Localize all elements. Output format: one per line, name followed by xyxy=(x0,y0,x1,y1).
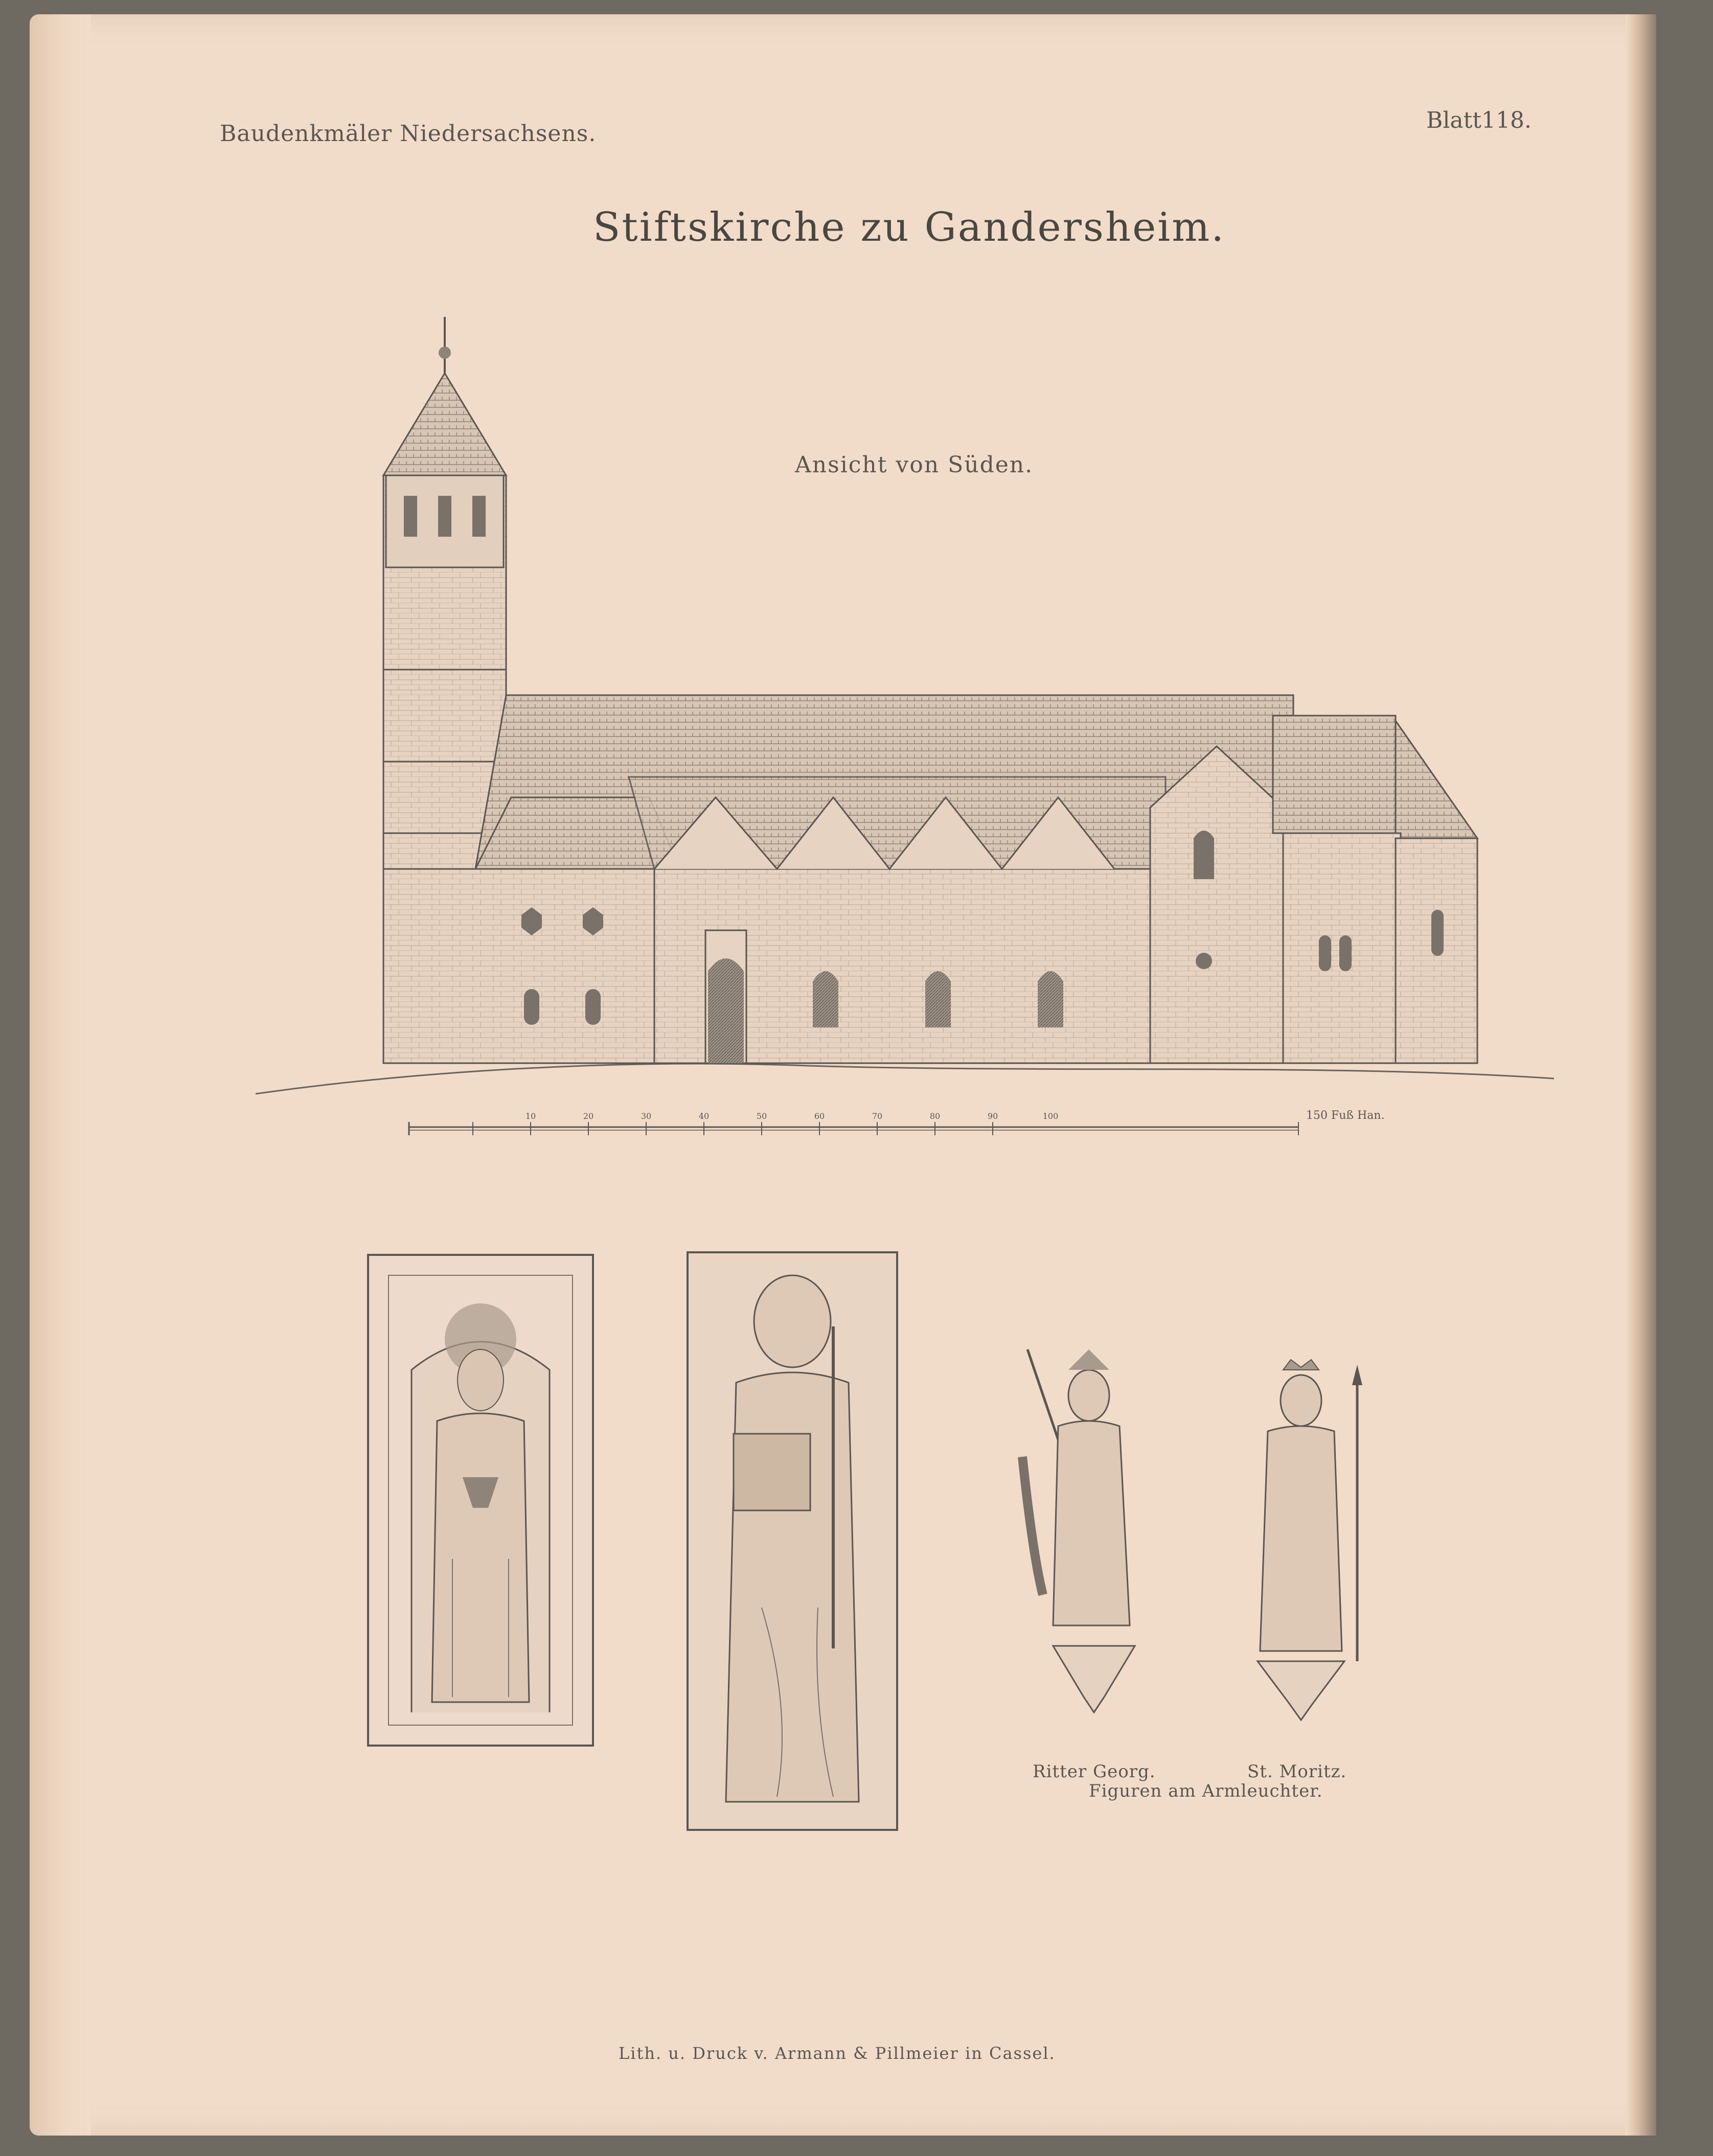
scale-tick-label: 40 xyxy=(698,1112,710,1121)
figure-ritter-georg xyxy=(1012,1339,1166,1717)
page-edge-shadow xyxy=(1626,14,1656,2136)
scale-tick-label: 60 xyxy=(814,1112,825,1121)
printer-credit: Lith. u. Druck v. Armann & Pillmeier in Cassel. xyxy=(619,2044,1056,2063)
scale-tick-label: 10 xyxy=(525,1112,536,1121)
caption-figures-group: Figuren am Armleuchter. xyxy=(1089,1781,1323,1801)
tomb-slab-priest xyxy=(366,1252,596,1748)
book-spine-shadow xyxy=(30,14,91,2136)
scale-tick-label: 90 xyxy=(987,1112,998,1121)
scale-bar xyxy=(404,1112,1304,1148)
elevation-label: Ansicht von Süden. xyxy=(795,452,1034,478)
scale-tick-label: 50 xyxy=(756,1112,767,1121)
scale-end-label: 150 Fuß Han. xyxy=(1306,1109,1385,1122)
church-south-elevation xyxy=(245,296,1574,1114)
scale-tick-label: 70 xyxy=(872,1112,883,1121)
plate-number: Blatt118. xyxy=(1426,107,1532,133)
scale-tick-label: 20 xyxy=(583,1112,594,1121)
figure-st-moritz xyxy=(1227,1355,1375,1723)
scale-tick-label: 30 xyxy=(641,1112,652,1121)
caption-ritter-georg: Ritter Georg. xyxy=(1033,1761,1156,1782)
scale-tick-label: 100 xyxy=(1042,1112,1059,1121)
plate-title: Stiftskirche zu Gandersheim. xyxy=(593,204,1226,250)
tomb-slab-founder xyxy=(685,1250,900,1832)
series-title: Baudenkmäler Niedersachsens. xyxy=(220,121,597,147)
scale-tick-label: 80 xyxy=(929,1112,941,1121)
caption-st-moritz: St. Moritz. xyxy=(1247,1761,1347,1782)
